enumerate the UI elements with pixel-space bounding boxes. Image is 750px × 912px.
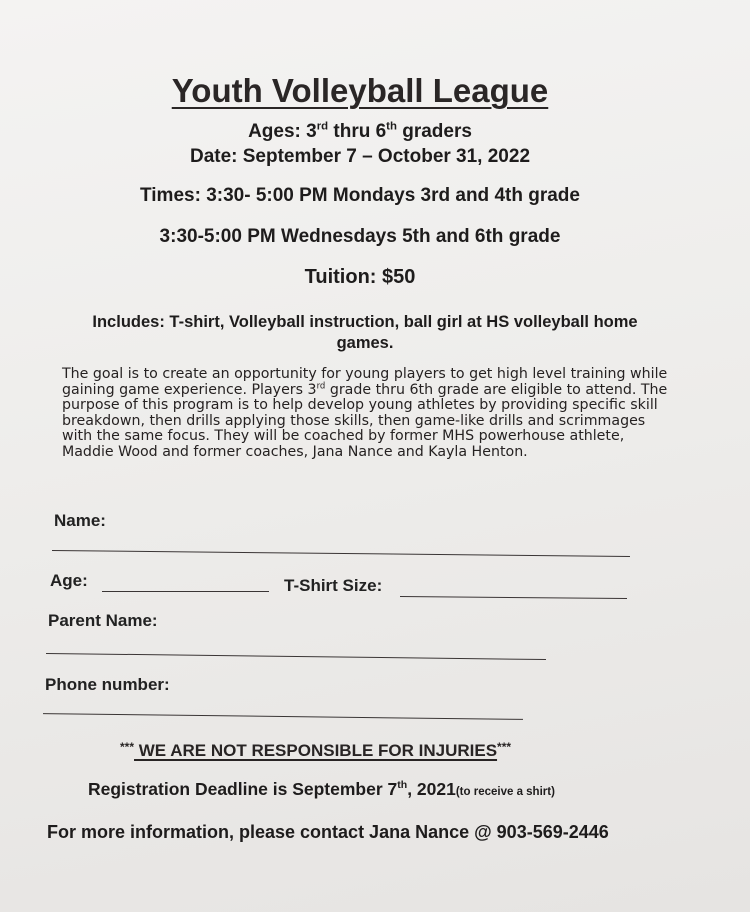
parent-name-line[interactable]	[46, 653, 546, 660]
warning-text: WE ARE NOT RESPONSIBLE FOR INJURIES	[134, 741, 498, 760]
deadline-note: (to receive a shirt)	[455, 786, 555, 798]
goal-sup: rd	[316, 380, 326, 391]
ages-suffix: graders	[396, 121, 472, 142]
goal-part2: grade thru 6th grade are eligible to attend. The purpose of this program is to help develop young athletes by providing specific skill breakdown, then drills applying those skills, then game-like drills and scrimmages with the same focus. They will be coached by former MHS powerhouse athlete, Maddie Wood and former coaches, Jana Nance and Kayla Henton.	[62, 381, 668, 460]
ages-prefix: Ages: 3	[248, 121, 317, 142]
age-label: Age:	[50, 571, 88, 590]
ages-line	[0, 121, 720, 143]
warning-stars-right: ***	[497, 740, 512, 754]
ages-middle: thru 6	[328, 121, 387, 142]
goal-part1: The goal is to create an opportunity for young players to get high level training while gaining game experience. Players 3	[62, 366, 668, 398]
deadline-prefix: Registration Deadline is September 7	[88, 779, 398, 799]
ages-sup-th: th	[386, 120, 397, 133]
deadline-suffix: , 2021	[407, 779, 456, 799]
tshirt-size-line[interactable]	[400, 596, 627, 599]
contact-info: For more information, please contact Jana Nance @ 903-569-2446	[47, 822, 609, 842]
injury-warning	[120, 740, 511, 761]
parent-name-label: Parent Name:	[48, 611, 158, 630]
name-label: Name:	[54, 511, 106, 530]
phone-number-line[interactable]	[43, 713, 523, 720]
registration-deadline	[88, 779, 555, 800]
phone-number-label: Phone number:	[45, 675, 170, 694]
ages-sup-rd: rd	[316, 120, 329, 133]
deadline-sup: th	[397, 779, 408, 792]
times-monday: Times: 3:30- 5:00 PM Mondays 3rd and 4th grade	[140, 185, 580, 206]
age-line[interactable]	[102, 591, 269, 592]
warning-stars-left: ***	[120, 740, 135, 754]
tshirt-size-label: T-Shirt Size:	[284, 576, 383, 595]
times-wednesday: 3:30-5:00 PM Wednesdays 5th and 6th grade	[159, 226, 561, 247]
name-line[interactable]	[52, 550, 630, 557]
flyer-title	[0, 72, 720, 110]
title-text: Youth Volleyball League	[171, 72, 549, 109]
tuition-line: Tuition: $50	[304, 266, 416, 288]
includes-text: Includes: T-shirt, Volleyball instruction, ball girl at HS volleyball home games.	[92, 313, 638, 352]
goal-paragraph	[62, 367, 672, 461]
date-line: Date: September 7 – October 31, 2022	[189, 146, 531, 167]
